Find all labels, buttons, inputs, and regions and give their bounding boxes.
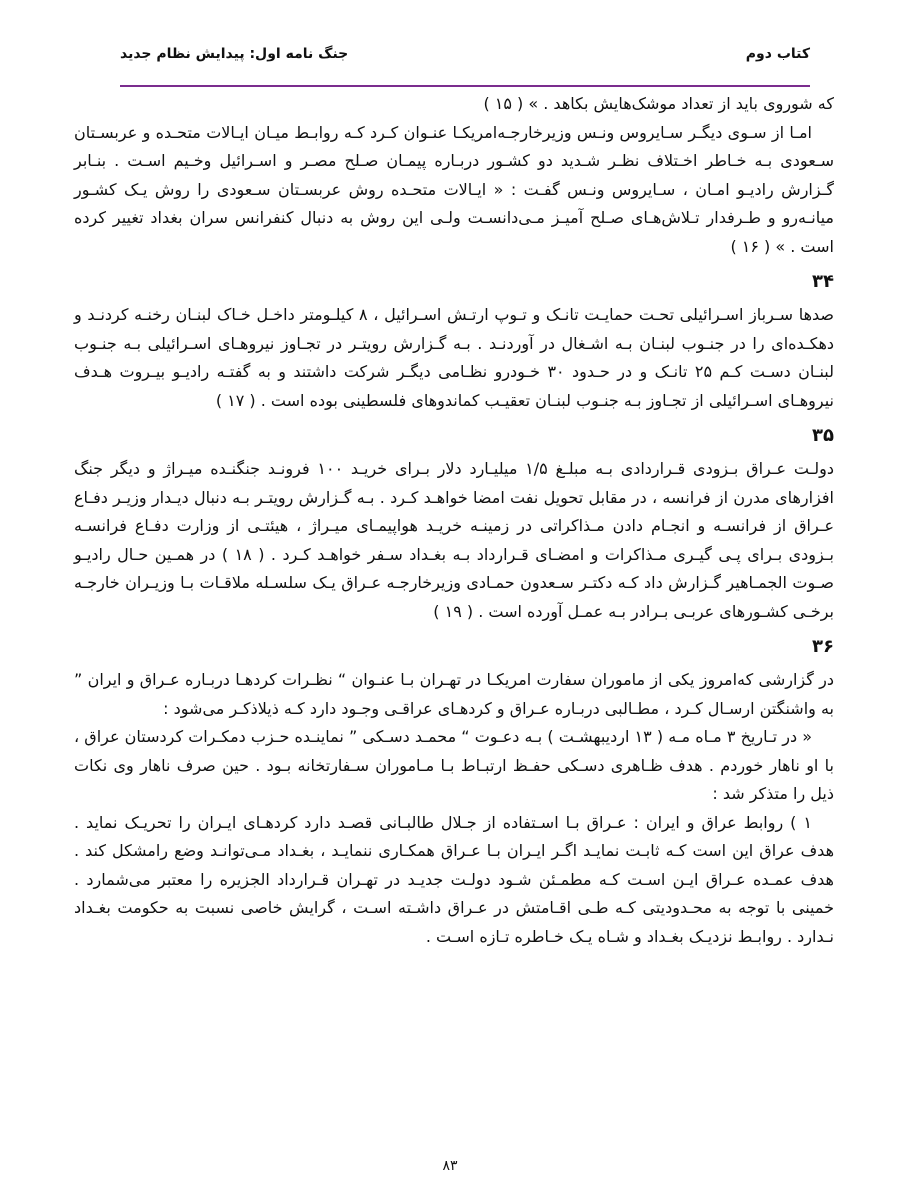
- page-number: ۸۳: [442, 1158, 458, 1174]
- section-number-34: ۳۴: [812, 271, 834, 292]
- paragraph: ۱ ) روابط عراق و ایران : عـراق بـا اسـتفاده از جـلال طالبـانی قصـد دارد کردهـای ایـران را تحریـک نماید . هدف عراق این است کـه ثابـت نمایـد اگـر ایـران بـا عـراق همکـاری ننمایـد ، بغـداد مـی‌توانـد وضع رامشکل کند . هدف عمـده عـراق ایـن اسـت کـه مطمـئن شـود دولـت جدیـد در تهـران قـرارداد الجزیره را معتبر می‌شمارد . خمینی با توجه به محـدودیتی کـه طـی اقـامتش در عـراق داشـته اسـت ، گرایش خاصی نسبت به حکومت بغـداد نـدارد . روابـط نزدیـک بغـداد و شـاه یـک خـاطره تـازه اسـت .: [74, 812, 834, 946]
- paragraph: که شوروی باید از تعداد موشک‌هایش بکاهد . » ( ۱۵ ): [483, 94, 834, 113]
- paragraph: در گزارشی که‌امروز یکی از ماموران سفارت امریکـا در تهـران بـا عنـوان “ نظـرات کردهـا دربـاره عـراق و ایران ” به واشنگتن ارسـال کـرد ، مطـالبی دربـاره عـراق و کردهـای عراقـی وجـود دارد کـه ذیلاذکـر می‌شود :: [74, 670, 834, 718]
- paragraph: صدها سـرباز اسـرائیلی تحـت حمایـت تانـک و تـوپ ارتـش اسـرائیل ، ۸ کیلـومتر داخـل خـاک لبنـان رخنـه کردنـد و دهکـده‌ای را در جنـوب لبنـان بـه اشـغال در آوردنـد . بـه گـزارش رویتـر در تجـاوز نیروهـای اسـرائیلی بـه جنـوب لبنـان دسـت کـم ۲۵ تانـک و در حـدود ۳۰ خـودرو نظـامی دیگـر شرکت داشتند و به گفتـه رادیـو بیـروت هـدف نیروهـای اسـرائیلی از تجـاوز بـه جنـوب لبنـان تعقیـب کماندوهای فلسطینی بوده است . ( ۱۷ ): [74, 305, 835, 410]
- paragraph: « در تـاریخ ۳ مـاه مـه ( ۱۳ اردیبهشـت ) بـه دعـوت “ محمـد دسـکی ” نماینـده حـزب دمکـرات کردستان عراق ، با او ناهار خوردم . هدف ظـاهری دسـکی حفـظ ارتبـاط بـا مـاموران سـفارتخانه بـود . حین صرف ناهار وی نکات ذیل را متذکر شد :: [74, 727, 834, 803]
- page-body: [74, 90, 834, 951]
- book-title: کتاب دوم: [745, 46, 810, 62]
- section-number-35: ۳۵: [812, 425, 834, 446]
- section-number-36: ۳۶: [812, 636, 834, 657]
- chapter-title: جنگ نامه اول: پیدایش نظام جدید: [120, 46, 349, 62]
- header-divider: [120, 85, 810, 87]
- running-header: [120, 46, 810, 72]
- paragraph: امـا از سـوی دیگـر سـایروس ونـس وزیرخارجـه‌امریکـا عنـوان کـرد کـه روابـط میـان ایـالات متحـده و عربسـتان سـعودی بـه خـاطر اخـتلاف نظـر شـدید دو کشـور دربـاره پیمـان صـلح مصـر و اسـرائیل وخـیم اسـت . بنـابر گـزارش رادیـو امـان ، سـایروس ونـس گفـت : « ایـالات متحـده روش عربسـتان سـعودی را روش یـک کشـور میانـه‌رو و طـرفدار تـلاش‌هـای صـلح آمیـز مـی‌دانسـت ولـی این روش به دنبال کنفرانس سران بغداد تغییر کرده است . » ( ۱۶ ): [74, 122, 834, 256]
- paragraph: دولـت عـراق بـزودی قـراردادی بـه مبلـغ ۱/۵ میلیـارد دلار بـرای خریـد ۱۰۰ فرونـد جنگنـده میـراژ و دیگر جنگ افزارهای مدرن از فرانسه ، در مقابل تحویل نفت امضا خواهـد کـرد . بـه گـزارش رویتـر بـه دنبال دیـدار وزیـر دفـاع عـراق از فرانسـه و انجـام دادن مـذاکراتی در زمینـه خریـد هواپیمـای میـراژ ، هیئتـی از وزارت دفـاع فرانسـه بـزودی بـرای پـی گیـری مـذاکرات و امضـای قـرارداد بـه بغـداد سـفر خواهـد کـرد . ( ۱۸ ) در همـین حـال رادیـو صـوت الجمـاهیر گـزارش داد کـه دکتـر سـعدون حمـادی وزیرخارجـه عـراق یـک سلسـله ملاقـات بـا وزیـران خارجـه برخـی کشـورهای عربـی بـرادر بـه عمـل آورده است . ( ۱۹ ): [74, 459, 835, 621]
